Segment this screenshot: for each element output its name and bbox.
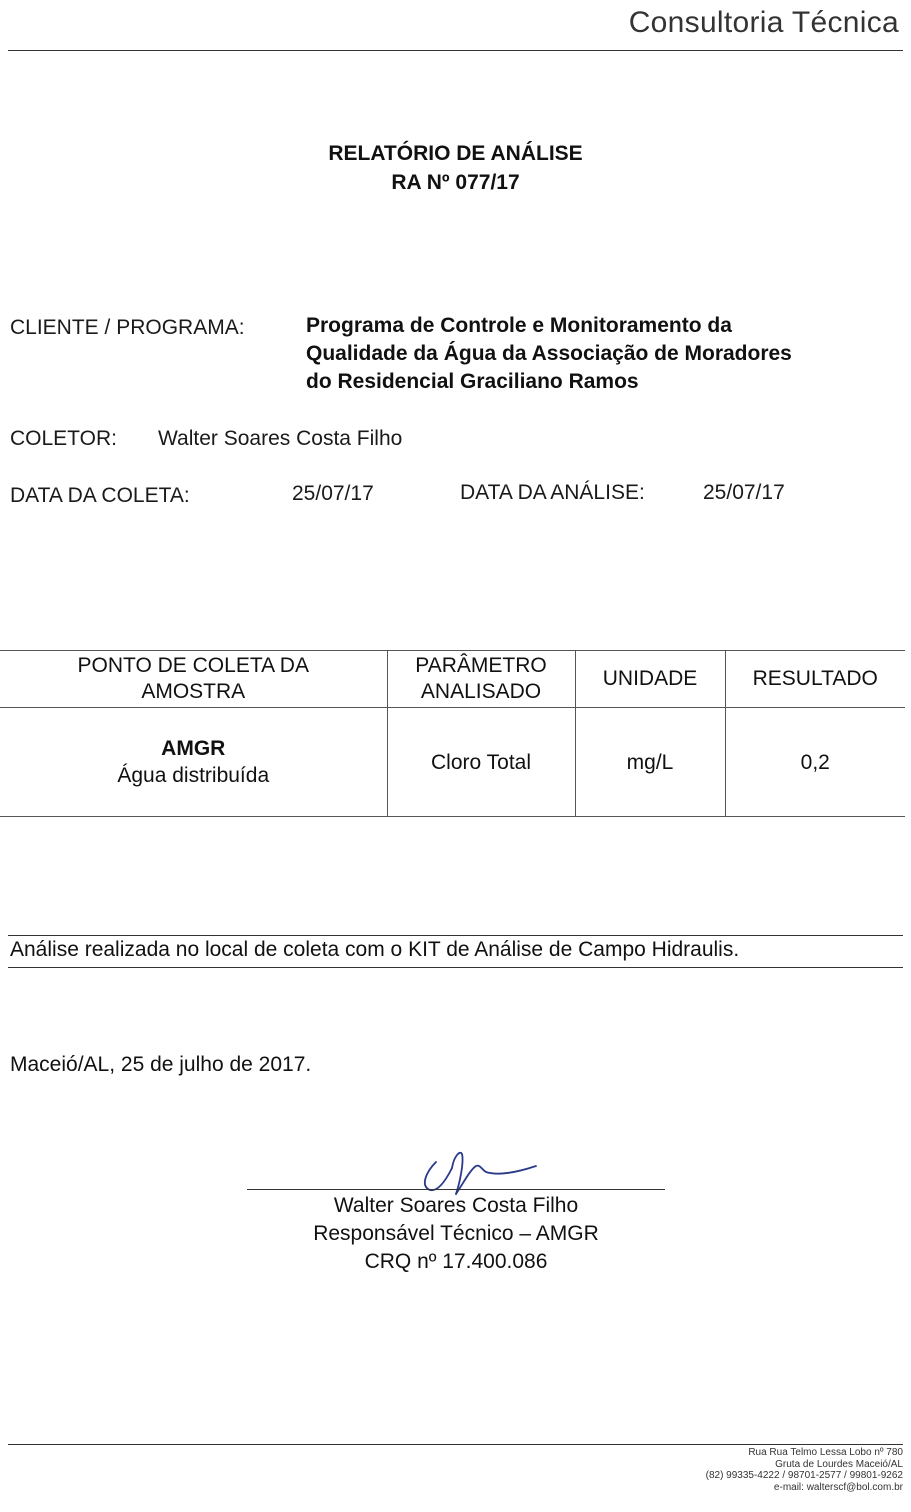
signatory-registry: CRQ nº 17.400.086: [364, 1250, 548, 1273]
header-sampling-point-line: PONTO DE COLETA DA: [77, 654, 309, 677]
sampling-point-description: Água distribuída: [117, 764, 270, 787]
client-line: Programa de Controle e Monitoramento da: [306, 314, 732, 337]
cell-parameter: Cloro Total: [387, 708, 575, 817]
cell-sampling-point: [0, 708, 387, 817]
footer-phones: (82) 99335-4222 / 98701-2577 / 99801-9262: [705, 1470, 903, 1481]
header-unit: UNIDADE: [575, 651, 725, 708]
table-header-row: [0, 651, 905, 708]
signature-line: [247, 1189, 665, 1190]
analysis-date-value: 25/07/17: [703, 481, 785, 504]
analysis-date-label: DATA DA ANÁLISE:: [460, 481, 645, 504]
handwritten-signature: [408, 1146, 548, 1198]
signatory-name: Walter Soares Costa Filho: [333, 1194, 579, 1217]
footer-email: e-mail: walterscf@bol.com.br: [773, 1481, 903, 1493]
results-table: [0, 650, 905, 817]
header-parameter-line: PARÂMETRO: [415, 654, 547, 677]
signatory-role: Responsável Técnico – AMGR: [313, 1222, 599, 1245]
client-line: do Residencial Graciliano Ramos: [306, 370, 639, 393]
footer-divider: [8, 1444, 903, 1445]
analysis-note: Análise realizada no local de coleta com o KIT de Análise de Campo Hidraulis.: [10, 938, 740, 961]
table-row: [0, 708, 905, 817]
header-parameter: [387, 651, 575, 708]
client-label: CLIENTE / PROGRAMA:: [10, 316, 245, 339]
collection-date-label: DATA DA COLETA:: [10, 484, 190, 507]
cell-result: 0,2: [725, 708, 905, 817]
signature-block: [256, 1192, 656, 1276]
note-top-divider: [8, 935, 903, 936]
footer-contact: [706, 1447, 903, 1493]
sampling-point-code: AMGR: [161, 737, 226, 760]
note-bottom-divider: [8, 967, 903, 968]
cell-unit: mg/L: [575, 708, 725, 817]
header-title: Consultoria Técnica: [628, 6, 899, 39]
report-number: RA Nº 077/17: [391, 171, 520, 194]
collector-value: Walter Soares Costa Filho: [158, 427, 403, 450]
footer-address: Rua Rua Telmo Lessa Lobo nº 780: [748, 1447, 903, 1458]
header-result: RESULTADO: [725, 651, 905, 708]
client-line: Qualidade da Água da Associação de Moradores: [306, 342, 792, 365]
header-parameter-line: ANALISADO: [420, 680, 542, 703]
place-date: Maceió/AL, 25 de julho de 2017.: [10, 1053, 312, 1076]
header-divider: [8, 50, 903, 51]
collection-date-value: 25/07/17: [292, 482, 374, 505]
collector-label: COLETOR:: [10, 427, 117, 450]
report-title: RELATÓRIO DE ANÁLISE: [328, 142, 583, 165]
client-value: [306, 312, 792, 396]
footer-district: Gruta de Lourdes Maceió/AL: [775, 1458, 903, 1470]
header-sampling-point: [0, 651, 387, 708]
header-sampling-point-line: AMOSTRA: [141, 680, 246, 703]
